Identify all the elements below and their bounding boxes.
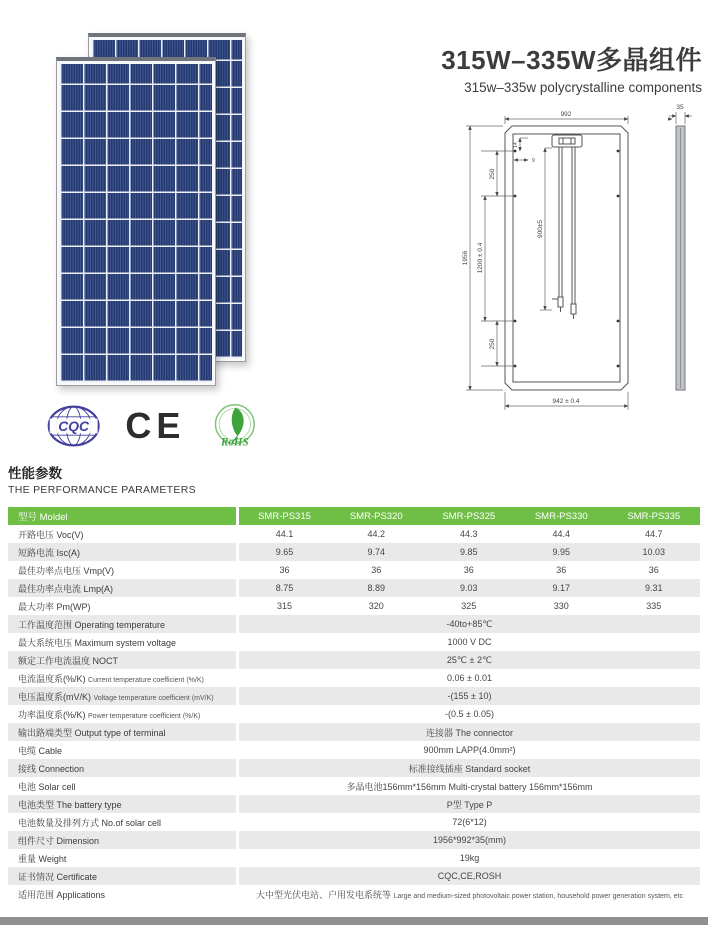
row-value: 900mm LAPP(4.0mm²) <box>238 741 701 759</box>
row-value: P型 Type P <box>238 795 701 813</box>
row-value: 44.3 <box>423 525 516 543</box>
table-row <box>8 795 700 813</box>
row-label-small: Current temperature coefficient (%/K) <box>88 676 204 684</box>
row-label: 适用范围 Applications <box>8 885 238 903</box>
row-value: 44.7 <box>608 525 701 543</box>
row-value: 25℃ ± 2℃ <box>238 651 701 669</box>
row-label: 最大功率 Pm(WP) <box>8 597 238 615</box>
junction-box <box>552 135 582 147</box>
model-header-cell: SMR-PS330 <box>515 507 608 525</box>
row-value: 9.17 <box>515 579 608 597</box>
row-value: 36 <box>608 561 701 579</box>
row-value: CQC,CE,ROSH <box>238 867 701 885</box>
rohs-logo-icon <box>209 400 261 452</box>
row-label: 证书情况 Certificate <box>8 867 238 885</box>
row-label: 接线 Connection <box>8 759 238 777</box>
row-label: 电池 Solar cell <box>8 777 238 795</box>
row-label: 短路电流 Isc(A) <box>8 543 238 561</box>
cable-right <box>572 147 575 304</box>
dim-250-bottom: 250 <box>489 338 496 350</box>
table-row <box>8 867 700 885</box>
dim-900: 900±5 <box>537 219 544 239</box>
row-value: 72(6*12) <box>238 813 701 831</box>
row-label: 开路电压 Voc(V) <box>8 525 238 543</box>
row-value: 1000 V DC <box>238 633 701 651</box>
row-label: 电压温度系(mV/K) Voltage temperature coefficient (mV/K) <box>8 687 238 705</box>
table-row <box>8 831 700 849</box>
row-value: 36 <box>238 561 331 579</box>
row-value: 多晶电池156mm*156mm Multi-crystal battery 156mm*156mm <box>238 777 701 795</box>
page-title: 315W–335W多晶组件 <box>441 45 702 75</box>
ce-mark-icon: CE <box>125 405 186 446</box>
row-value: 9.31 <box>608 579 701 597</box>
table-row <box>8 687 700 705</box>
row-value: 10.03 <box>608 543 701 561</box>
row-label: 电池类型 The battery type <box>8 795 238 813</box>
row-label: 功率温度系(%/K) Power temperature coefficient (%/K) <box>8 705 238 723</box>
table-row <box>8 813 700 831</box>
mounting-holes <box>514 150 620 368</box>
footer-bar <box>0 917 708 925</box>
dim-14: 14 <box>513 142 519 148</box>
row-label: 电流温度系(%/K) Current temperature coefficient (%/K) <box>8 669 238 687</box>
model-header-cell: SMR-PS335 <box>608 507 701 525</box>
row-value: 36 <box>330 561 423 579</box>
panel-inner-frame <box>513 134 620 382</box>
row-value: 大中型光伏电站、户用发电系统等 Large and medium-sized photovoltaic power station, household power generation system, etc <box>238 885 701 903</box>
row-value: -40to+85℃ <box>238 615 701 633</box>
solar-panel-front <box>56 57 216 386</box>
performance-table <box>8 507 700 903</box>
table-row <box>8 561 700 579</box>
row-value: 连接器 The connector <box>238 723 701 741</box>
row-value: 9.65 <box>238 543 331 561</box>
row-value: 320 <box>330 597 423 615</box>
row-value: 36 <box>515 561 608 579</box>
section-title-cn: 性能参数 <box>8 466 62 481</box>
row-value: 19kg <box>238 849 701 867</box>
leaf-shape <box>232 408 244 437</box>
rohs-text: RoHS <box>221 436 249 449</box>
row-value: -(155 ± 10) <box>238 687 701 705</box>
table-row <box>8 525 700 543</box>
dim-width-top: 992 <box>560 111 572 118</box>
table-row <box>8 543 700 561</box>
row-label: 最佳功率点电流 Lmp(A) <box>8 579 238 597</box>
certification-logos <box>46 396 261 456</box>
page-subtitle: 315w–335w polycrystalline components <box>464 80 702 95</box>
dim-1200: 1200 ± 0.4 <box>477 242 484 274</box>
row-label: 重量 Weight <box>8 849 238 867</box>
table-header-row <box>8 507 700 525</box>
row-value: 8.89 <box>330 579 423 597</box>
table-row <box>8 597 700 615</box>
row-value: 9.85 <box>423 543 516 561</box>
table-row <box>8 777 700 795</box>
row-value: 9.95 <box>515 543 608 561</box>
row-value: 标准接线插座 Standard socket <box>238 759 701 777</box>
row-label-small: Voltage temperature coefficient (mV/K) <box>93 694 214 702</box>
row-value: 44.1 <box>238 525 331 543</box>
row-value: 0.06 ± 0.01 <box>238 669 701 687</box>
table-row <box>8 705 700 723</box>
row-value: 44.2 <box>330 525 423 543</box>
table-row <box>8 759 700 777</box>
row-value: 315 <box>238 597 331 615</box>
model-header-cell: SMR-PS315 <box>238 507 331 525</box>
table-row <box>8 849 700 867</box>
table-row <box>8 741 700 759</box>
row-label: 最佳功率点电压 Vmp(V) <box>8 561 238 579</box>
row-label: 组件尺寸 Dimension <box>8 831 238 849</box>
row-label: 电缆 Cable <box>8 741 238 759</box>
section-heading <box>8 462 196 496</box>
cqc-logo-icon <box>46 401 101 451</box>
dim-bottom-width: 942 ± 0.4 <box>552 398 580 405</box>
model-header-cell: SMR-PS325 <box>423 507 516 525</box>
row-label: 额定工作电流温度 NOCT <box>8 651 238 669</box>
row-value: 330 <box>515 597 608 615</box>
row-value: 325 <box>423 597 516 615</box>
dim-250-top: 250 <box>489 168 496 180</box>
row-value: 335 <box>608 597 701 615</box>
row-value: 36 <box>423 561 516 579</box>
dim-9: 9 <box>532 158 535 164</box>
row-value: 9.03 <box>423 579 516 597</box>
table-row <box>8 633 700 651</box>
table-row <box>8 723 700 741</box>
row-label-small: Power temperature coefficient (%/K) <box>88 712 201 720</box>
table-row <box>8 885 700 903</box>
dimension-drawing <box>440 98 708 413</box>
row-label: 电池数量及排列方式 No.of solar cell <box>8 813 238 831</box>
header-label-cell: 型号 Moldel <box>8 507 238 525</box>
connector-left <box>558 297 563 307</box>
cable-left <box>559 147 562 297</box>
solar-cells-pattern <box>60 64 212 382</box>
row-value: 44.4 <box>515 525 608 543</box>
row-label: 最大系统电压 Maximum system voltage <box>8 633 238 651</box>
model-header-cell: SMR-PS320 <box>330 507 423 525</box>
panel-outline <box>505 126 628 390</box>
row-value: 8.75 <box>238 579 331 597</box>
row-label: 工作温度范围 Operating temperature <box>8 615 238 633</box>
dim-height: 1956 <box>462 250 469 266</box>
row-value: -(0.5 ± 0.05) <box>238 705 701 723</box>
table-row <box>8 651 700 669</box>
dim-thickness: 35 <box>676 104 684 111</box>
row-label: 输出路端类型 Output type of terminal <box>8 723 238 741</box>
row-value-small: Large and medium-sized photovoltaic power station, household power generation system, etc <box>393 892 683 900</box>
section-title-en: THE PERFORMANCE PARAMETERS <box>8 484 196 496</box>
connector-right <box>571 304 576 314</box>
row-value: 1956*992*35(mm) <box>238 831 701 849</box>
cqc-text: CQC <box>58 418 90 435</box>
table-row <box>8 615 700 633</box>
table-row <box>8 669 700 687</box>
title-block <box>441 40 702 95</box>
row-value: 9.74 <box>330 543 423 561</box>
table-row <box>8 579 700 597</box>
